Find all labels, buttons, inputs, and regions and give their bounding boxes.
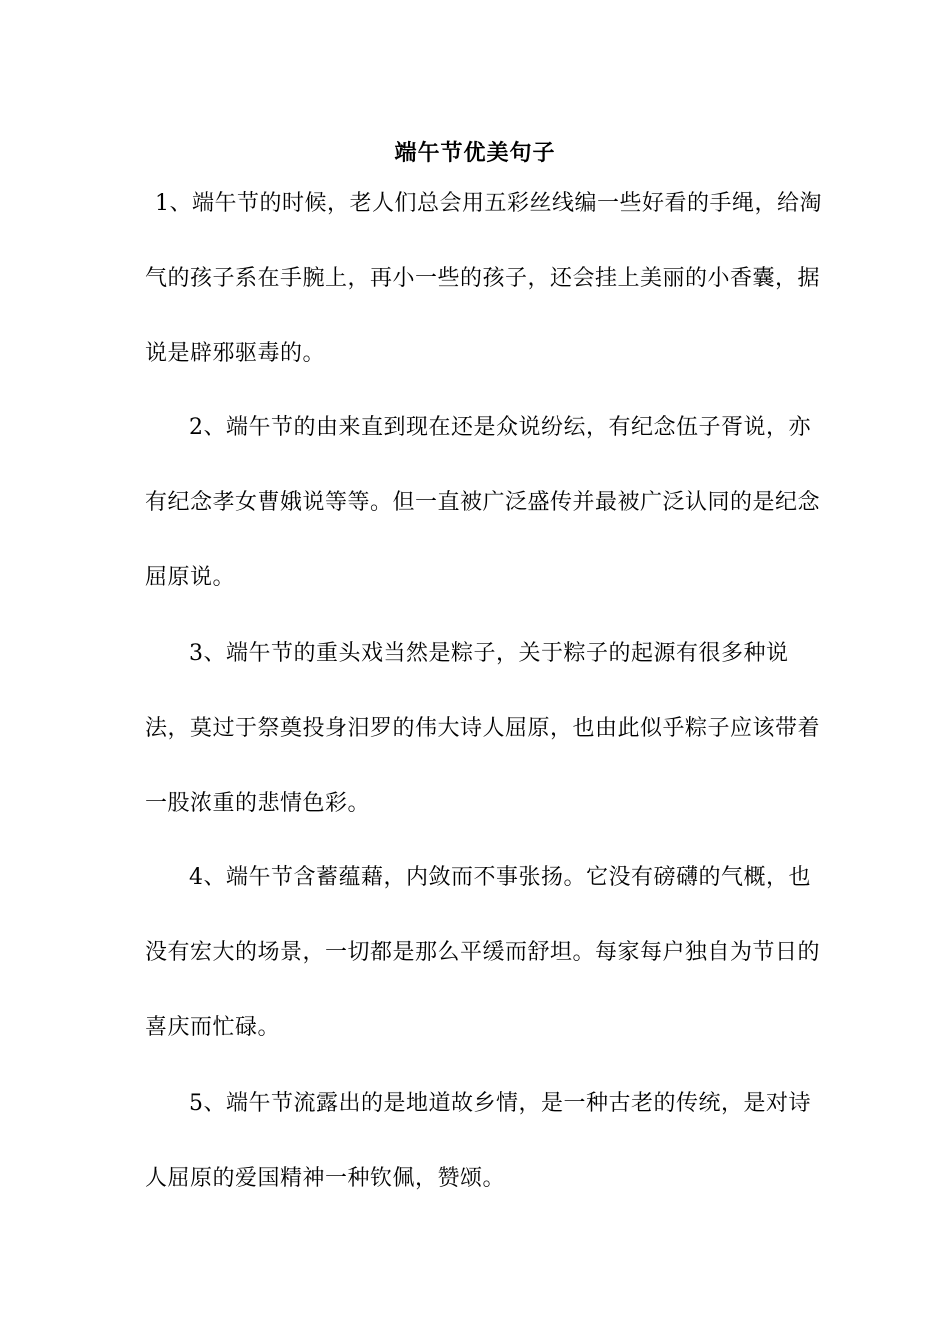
document-title: 端午节优美句子	[394, 140, 556, 166]
paragraph-4: 4、端午节含蓄蕴藉，内敛而不事张扬。它没有磅礴的气概，也没有宏大的场景，一切都是那么平缓而舒坦。每家每户独自为节日的喜庆而忙碌。	[145, 865, 821, 1040]
paragraph-2: 2、端午节的由来直到现在还是众说纷纭，有纪念伍子胥说，亦有纪念孝女曹娥说等等。但一直被广泛盛传并最被广泛认同的是纪念屈原说。	[145, 415, 821, 590]
paragraph-3: 3、端午节的重头戏当然是粽子，关于粽子的起源有很多种说法，莫过于祭奠投身汨罗的伟大诗人屈原，也由此似乎粽子应该带着一股浓重的悲情色彩。	[145, 641, 821, 816]
paragraph-5: 5、端午节流露出的是地道故乡情，是一种古老的传统，是对诗人屈原的爱国精神一种钦佩，赞颂。	[145, 1091, 811, 1191]
paragraph-1: 1、端午节的时候，老人们总会用五彩丝线编一些好看的手绳，给淘气的孩子系在手腕上，再小一些的孩子，还会挂上美丽的小香囊，据说是辟邪驱毒的。	[145, 191, 822, 366]
